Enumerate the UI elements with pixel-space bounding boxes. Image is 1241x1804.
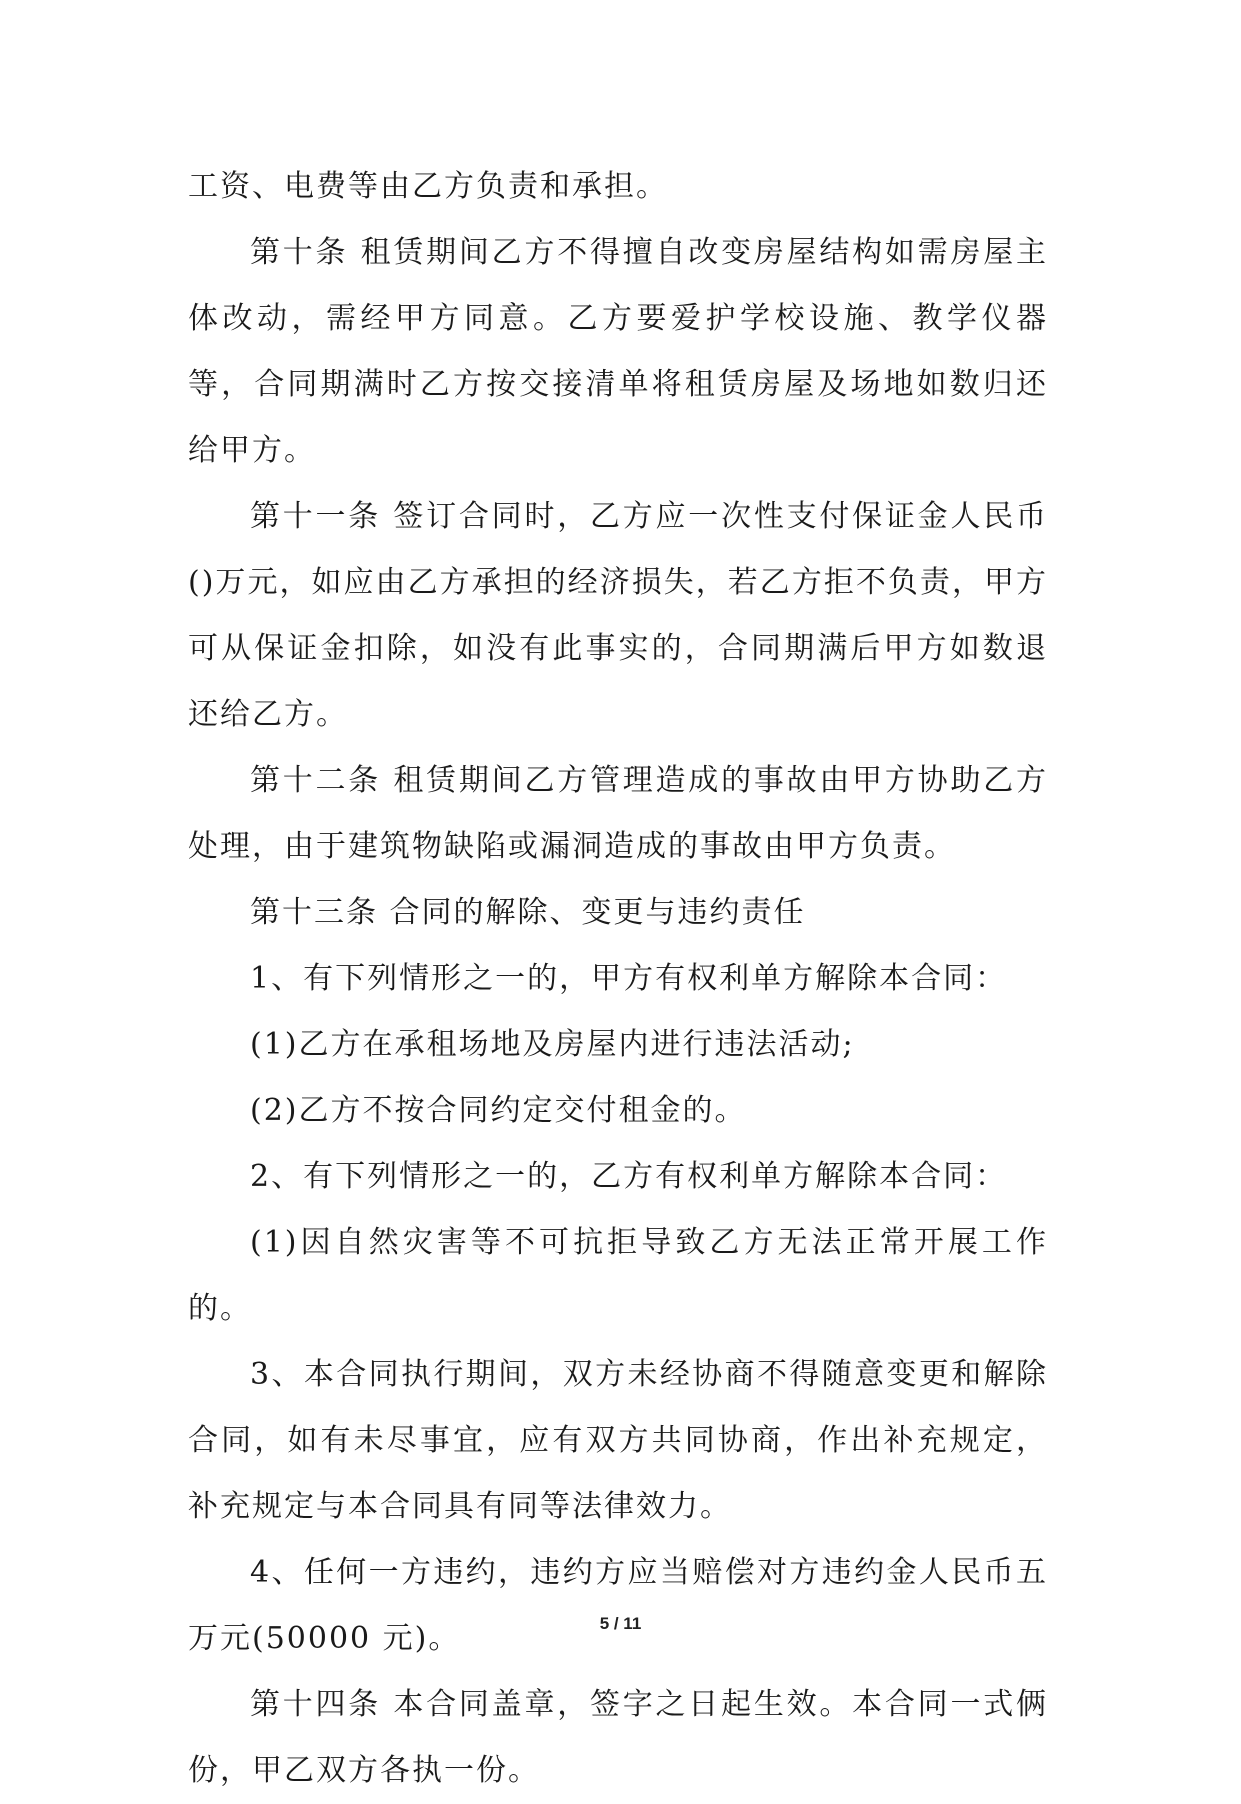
- paragraph-article-13: 第十三条 合同的解除、变更与违约责任: [250, 895, 806, 930]
- page-number: 5 / 11: [599, 1614, 642, 1633]
- paragraph-continuation: 工资、电费等由乙方负责和承担。: [188, 169, 668, 204]
- paragraph-clause-2: 2、有下列情形之一的，乙方有权利单方解除本合同：: [250, 1159, 1008, 1194]
- paragraph-article-14: 第十四条 本合同盖章，签字之日起生效。本合同一式俩份，甲乙双方各执一份。: [188, 1687, 1048, 1788]
- paragraph-article-11: 第十一条 签订合同时，乙方应一次性支付保证金人民币()万元，如应由乙方承担的经济损失，若乙方拒不负责，甲方可从保证金扣除，如没有此事实的，合同期满后甲方如数退还给乙方。: [188, 499, 1048, 732]
- document-body: [188, 154, 1048, 1804]
- paragraph-clause-3: 3、本合同执行期间，双方未经协商不得随意变更和解除合同，如有未尽事宜，应有双方共同协商，作出补充规定，补充规定与本合同具有同等法律效力。: [188, 1357, 1048, 1524]
- paragraph-article-10: 第十条 租赁期间乙方不得擅自改变房屋结构如需房屋主体改动，需经甲方同意。乙方要爱护学校设施、教学仪器等，合同期满时乙方按交接清单将租赁房屋及场地如数归还给甲方。: [188, 235, 1048, 468]
- paragraph-clause-4: 4、任何一方违约，违约方应当赔偿对方违约金人民币五万元(50000 元)。: [188, 1555, 1048, 1656]
- paragraph-clause-1: 1、有下列情形之一的，甲方有权利单方解除本合同：: [250, 961, 1008, 996]
- paragraph-clause-2-item-1: (1)因自然灾害等不可抗拒导致乙方无法正常开展工作的。: [188, 1225, 1048, 1326]
- paragraph-clause-1-item-1: (1)乙方在承租场地及房屋内进行违法活动;: [250, 1027, 855, 1062]
- paragraph-clause-1-item-2: (2)乙方不按合同约定交付租金的。: [250, 1093, 747, 1128]
- paragraph-article-12: 第十二条 租赁期间乙方管理造成的事故由甲方协助乙方处理，由于建筑物缺陷或漏洞造成的事故由甲方负责。: [188, 763, 1048, 864]
